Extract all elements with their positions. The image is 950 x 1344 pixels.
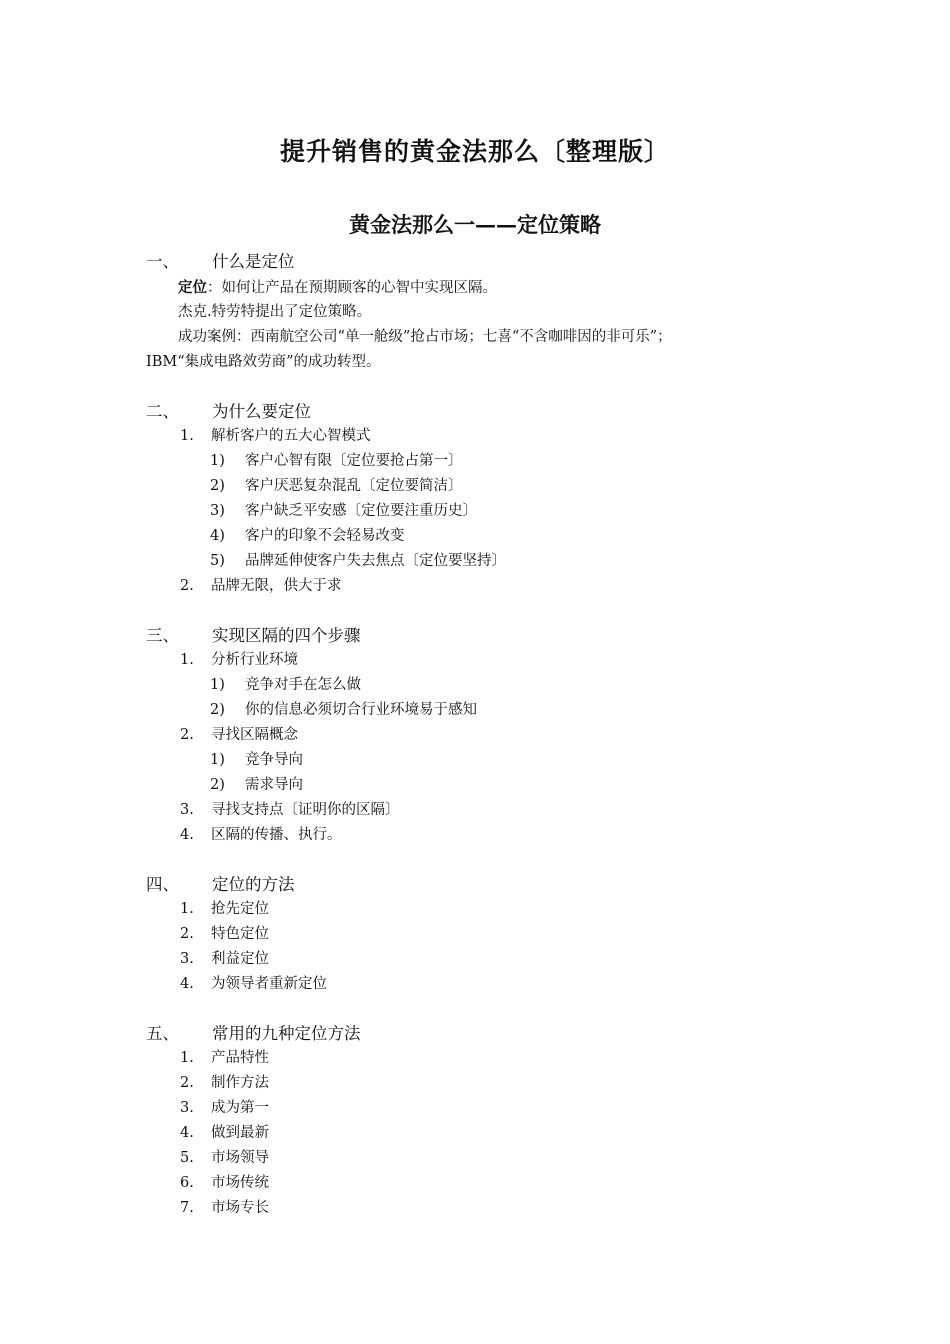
list-item: 1. 解析客户的五大心智模式 (180, 428, 371, 444)
list-item: 1. 产品特性 (180, 1050, 269, 1066)
definition-lead: 定位 (178, 279, 207, 296)
section-number: 五、 (146, 1024, 179, 1043)
list-item: 1. 分析行业环境 (180, 652, 298, 668)
paragraph-continuation: IBM“集成电路效劳商”的成功转型。 (146, 354, 381, 370)
definition-paragraph (178, 275, 497, 301)
section-heading-5 (146, 1021, 361, 1046)
sub-list-item: 2) 需求导向 (210, 777, 303, 793)
sub-list-item: 1) 竞争对手在怎么做 (210, 677, 361, 693)
chapter-title: 黄金法那么一——定位策略 (349, 212, 601, 237)
paragraph: 成功案例：西南航空公司“单一舱级”抢占市场；七喜“不含咖啡因的非可乐”； (178, 329, 672, 345)
section-number: 四、 (146, 875, 179, 894)
list-item: 2. 寻找区隔概念 (180, 727, 298, 743)
section-number: 一、 (146, 252, 179, 271)
sub-list-item: 2) 你的信息必须切合行业环境易于感知 (210, 702, 477, 718)
definition-text: ：如何让产品在预期顾客的心智中实现区隔。 (207, 280, 497, 296)
section-title: 常用的九种定位方法 (212, 1024, 361, 1043)
sub-list-item: 4) 客户的印象不会轻易改变 (210, 528, 405, 544)
list-item: 6. 市场传统 (180, 1175, 269, 1191)
section-heading-4 (146, 872, 295, 897)
section-number: 三、 (146, 626, 179, 645)
section-heading-1 (146, 249, 295, 274)
list-item: 3. 成为第一 (180, 1100, 269, 1116)
section-title: 实现区隔的四个步骤 (212, 626, 361, 645)
list-item: 3. 寻找支持点〔证明你的区隔〕 (180, 802, 400, 818)
document-title: 提升销售的黄金法那么〔整理版〕 (279, 137, 670, 166)
section-title: 为什么要定位 (212, 402, 311, 421)
section-heading-3 (146, 623, 361, 648)
sub-list-item: 2) 客户厌恶复杂混乱〔定位要简洁〕 (210, 478, 463, 494)
list-item: 2. 品牌无限，供大于求 (180, 578, 342, 594)
list-item: 7. 市场专长 (180, 1200, 269, 1216)
section-title: 什么是定位 (212, 252, 295, 271)
list-item: 4. 区隔的传播、执行。 (180, 827, 342, 843)
list-item: 2. 制作方法 (180, 1075, 269, 1091)
sub-list-item: 1) 客户心智有限〔定位要抢占第一〕 (210, 453, 463, 469)
sub-list-item: 1) 竞争导向 (210, 752, 303, 768)
sub-list-item: 3) 客户缺乏平安感〔定位要注重历史〕 (210, 503, 477, 519)
section-heading-2 (146, 399, 311, 424)
list-item: 4. 做到最新 (180, 1125, 269, 1141)
section-title: 定位的方法 (212, 875, 295, 894)
list-item: 5. 市场领导 (180, 1150, 269, 1166)
paragraph: 杰克.特劳特提出了定位策略。 (178, 304, 372, 320)
list-item: 1. 抢先定位 (180, 901, 269, 917)
list-item: 2. 特色定位 (180, 926, 269, 942)
sub-list-item: 5) 品牌延伸使客户失去焦点〔定位要坚持〕 (210, 553, 506, 569)
list-item: 4. 为领导者重新定位 (180, 976, 327, 992)
list-item: 3. 利益定位 (180, 951, 269, 967)
section-number: 二、 (146, 402, 179, 421)
